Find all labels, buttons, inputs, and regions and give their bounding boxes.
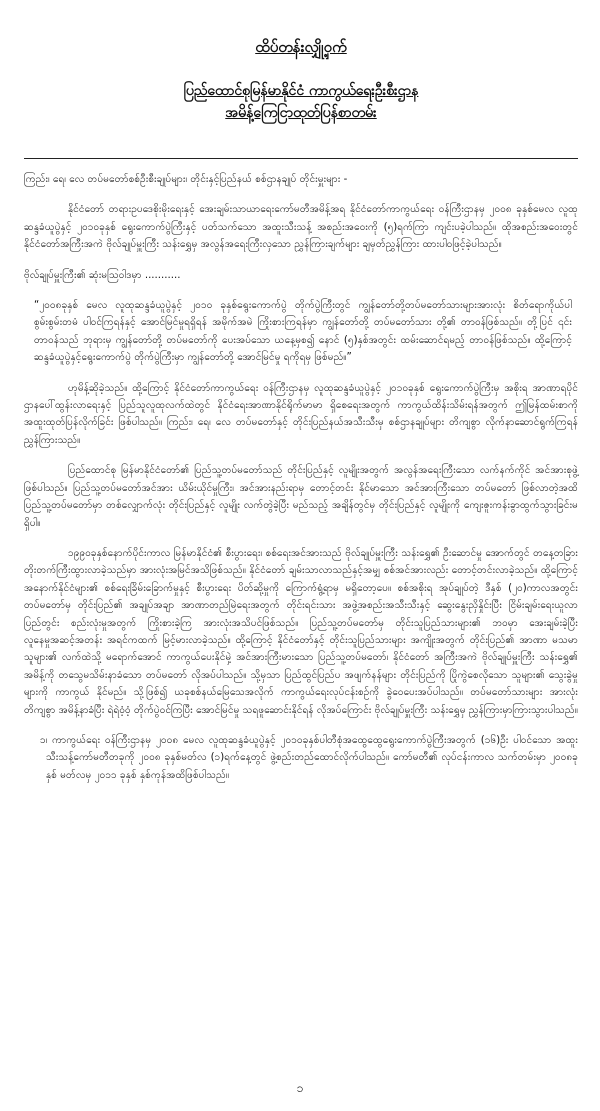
page-number: ၁ [296,1081,304,1095]
classification-heading: ထိပ်တန်းလျှို့ဝှက် [255,38,347,56]
paragraph-intro: နိုင်ငံတော် တရားဥပဒေစိုးမိုးရေးနှင့် အေးချမ်းသာယာရေးကော်မတီအမိန့်အရ နိုင်ငံတော်ကာကွယ်ရေး ဝန်ကြီးဌာနမှ ၂၀၀၈ ခုနှစ်မေလ လူထုဆန္ဒခံယူပွဲနှင့် ၂၀၁၀ခုနှစ် ရွေးကောက်ပွဲကြီးနှင့် ပတ်သက်သော အထူးသီးသန့် အစည်းအဝေးကို (၅)ရက်ကြာ ကျင်းပခဲ့ပါသည်။ ထိုအစည်းအဝေးတွင် နိုင်ငံတော်အကြီးအကဲ ဗိုလ်ချုပ်မှူးကြီး သန်းရွှေမှ အလွန်အရေးကြီးလှသော ညွှန်ကြားချက်များ ချမှတ်ညွှန်ကြား ထားပါဝဖြင့်ခဲ့ပါသည်။ [24,204,578,251]
address-line: ကြည်း၊ ရေ၊ လေ တပ်မတော်စစ်ဦးစီးချုပ်များ၊ တိုင်းနှင့်ပြည်နယ် စစ်ဌာနချုပ် တိုင်းမှူးများ - [24,174,348,185]
list-item-1: ၁၊ ကာကွယ်ရေး ဝန်ကြီးဌာနမှ ၂၀၀၈ မေလ လူထုဆန္ဒခံယူပွဲနှင့် ၂၀၁၀ခုနှစ်ပါတီစုံအထွေထွေရွေးကောက်ပွဲကြီးအတွက် (၁၆)ဦး ပါဝင်သော အထူးသီးသန့်ကော်မတီတခုကို ၂၀၀၈ ခုနှစ်မတ်လ (၁)ရက်နေ့တွင် ဖွဲ့စည်းတည်ထောင်လိုက်ပါသည်။ ကော်မတီ၏ လုပ်ငန်းကာလ သက်တမ်းမှာ ၂၀၀၈ခုနှစ် မတ်လမှ ၂၀၁၁ ခုနှစ် နှစ်ကုန်အထိဖြစ်ပါသည်။ [40,734,578,781]
paragraph-lead-in: ဗိုလ်ချုပ်မှူးကြီး၏ ဆုံးမသြဝါဒမှာ ........... [24,269,181,281]
paragraph-army-role: ပြည်ထောင်စု မြန်မာနိုင်ငံတော်၏ ပြည်သူ့တပ်မတော်သည် တိုင်းပြည်နှင့် လူမျိုးအတွက် အလွန်အရေးကြီးသော လက်နက်ကိုင် အင်အားစုဖွဲ့ဖြစ်ပါသည်။ ပြည်သူ့တပ်မတော်အင်အား ယိမ်းယိုင်မှုကြီး၊ အင်အားနည်းရာမှ တောင့်တင်း နိုင်မာသော အင်အားကြီးသော တပ်မတော် ဖြစ်လာတဲ့အထိ ပြည်သူ့တပ်မတော်မှာ တစ်လျှောက်လုံး တိုင်းပြည်နှင့် လူမျိုး လက်တွဲခဲ့ပြီး မည်သည့် အချိန်တွင်မှ တိုင်းပြည်နှင့် လူမျိုးကို ကျေးဇူးကန်းခွာထွက်သွားခြင်းမရှိပါ။ [24,465,578,529]
title-line-1: ပြည်ထောင်စုမြန်မာနိုင်ငံ ကာကွယ်ရေးဦးစီးဌာန [183,83,419,99]
document-title [24,80,578,124]
title-divider [24,158,578,159]
paragraph-quote: “၂၀၀၈ခုနှစ် မေလ လူထုဆန္ဒခံယူပွဲနှင့် ၂၀၁၀ ခုနှစ်ရွေးကောက်ပွဲ တိုက်ပွဲကြီးတွင် ကျွန်တော်တို့တပ်မတော်သားများအားလုံး စိတ်ရောကိုယ်ပါ စွမ်းစွမ်းတမံ ပါဝင်ကြရန်နှင့် အောင်မြင်မှုရရှိရန် အမိုက်အမဲ ကြိုးစားကြရန်မှာ ကျွန်တော်တို့ တပ်မတော်သား တို့၏ တာဝန်ဖြစ်သည်။ တို့ပြင် ၎င်းတာဝန်သည် ဘုရားမှ ကျွန်တော်တို့ တပ်မတော်ကို ပေးအပ်သော ယနေ့မှစ၍ နောင် (၅)နှစ်အတွင်း ထမ်းဆောင်ရမည့် တာဝန်ဖြစ်သည်။ ထို့ကြောင့် ဆန္ဒခံယူပွဲနှင့်ရွေးကောက်ပွဲ တိုက်ပွဲကြီးမှာ ကျွန်တော်တို့ အောင်မြင်မှု ရကိုရမှ ဖြစ်မည်။” [34,300,572,364]
title-line-2: အမိန့်ကြေငြာထုတ်ပြန်စာတမ်း [225,105,377,121]
paragraph-directive: ဟုမိန့်ဆိုခဲ့သည်။ ထို့ကြောင့် နိုင်ငံတော်ကာကွယ်ရေး ဝန်ကြီးဌာနမှ လူထုဆန္ဒခံယူပွဲနှင့် ၂၀၁၀ခုနှစ် ရွေးကောက်ပွဲကြီးမှ အစိုးရ အာဏာရပိုင်ဌာနပေါ်ထွန်းလာရေးနှင့် ပြည်သူလူထုလက်ထဲတွင် နိုင်ငံရေးအာဏာနိုင်ရိုက်မာမာ ရှိစေရေးအတွက် ကာကွယ်ထိန်းသိမ်းရန်အတွက် ဤမြန်ထမ်းစာကို အထူးထုတ်ပြန်လိုက်ခြင်း ဖြစ်ပါသည်။ ကြည်း၊ ရေ၊ လေ တပ်မတော်နှင့် တိုင်းပြည်နယ်အသီးသီးမှ စစ်ဌာနချုပ်များ တိကျစွာ လိုက်နာဆောင်ရွက်ကြရန် ညွှန်ကြားသည်။ [24,382,578,446]
paragraph-history: ၁၉၉၀ခုနှစ်နောက်ပိုင်းကာလ မြန်မာနိုင်ငံ၏ စီးပွားရေး၊ စစ်ရေးအင်အားသည် ဗိုလ်ချုပ်မှူးကြီး သန်းရွှေ၏ ဦးဆောင်မှု အောက်တွင် တနေ့တခြား တိုးတက်ကြီးထွားလာခဲ့သည်မှာ အားလုံးအမြင်အသိဖြစ်သည်။ နိုင်ငံတော် ချမ်းသာလာသည်နှင့်အမျှ စစ်အင်အားလည်း တောင့်တင်းလာခဲ့သည်။ ထို့ကြောင့် အနောက်နိုင်ငံများ၏ စစ်ရေးခြိမ်းခြောက်မှုနှင့် စီးပွားရေး ပိတ်ဆို့မှုကို ကြောက်ရွံ့ရာမှ မရှိတော့ပေ။ စစ်အစိုးရ အုပ်ချုပ်တဲ့ ဒီနှစ် (၂၀)ကာလအတွင်း တပ်မတော်မှ တိုင်းပြည်၏ အချုပ်အချာ အာဏာတည်မြဲရေးအတွက် တိုင်းရင်းသား အဖွဲ့အစည်းအသီးသီးနှင့် ဆွေးနွေးညှိနှိုင်းပြီး ငြိမ်းချမ်းရေးယူလာ ပြည်တွင်း စည်းလုံးမှုအတွက် ကြိုးစားခဲ့ကြ အားလုံးအသိပင်ဖြစ်သည်။ ပြည်သူ့တပ်မတော်မှ တိုင်းသူပြည်သားများ၏ ဘဝမှာ အေးချမ်းခဲ့ပြီး လူနေမှုအဆင့်အတန်း အရင်ကထက် မြင့်မားလာခဲ့သည်။ ထို့ကြောင့် နိုင်ငံတော်နှင့် တိုင်းသူပြည်သားများ အကျိုးအတွက် တိုင်းပြည်၏ အာဏာ မသမာသူများ၏ လက်ထဲသို့ မရောက်အောင် ကာကွယ်ပေးနိုင်မှဲ့ အင်အားကြီးမားသော ပြည်သူ့တပ်မတော်၊ နိုင်ငံတော် အကြီးအကဲ ဗိုလ်ချုပ်မှူးကြီး သန်းရွှေ၏ အမိန့်ကို တသွေမသိမ်းနာခံသော တပ်မတော် လိုအပ်ပါသည်။ သို့မှသာ ပြည်ထွင်ပြည်ပ အဖျက်နန်များ တိုင်းပြည်ကို ပြိုကွဲစေလိုသော သူများ၏ သွေးခွဲမှုများကို ကာကွယ် နိုင်မည်။ သို့ဖြစ်၍ ယခုစစ်နယ်မြေသေအလိုက် ကာကွယ်ရေးလုပ်ငန်းစဉ်ကို ခွဲဝေပေးအပ်ပါသည်။ တပ်မတော်သားများ အားလုံး တိကျစွာ အမိန့်နာခံပြီး ရဲရဲဝံ့ဝံ့ တိုက်ပွဲဝင်ကြပြီး အောင်မြင်မှု သရဖူဆောင်းနိုင်ရန် လိုအပ်ကြောင်း ဗိုလ်ချုပ်မှူးကြီး သန်းရွှေမှ ညွှန်ကြားမှာကြားသွားပါသည်။ [24,547,578,716]
